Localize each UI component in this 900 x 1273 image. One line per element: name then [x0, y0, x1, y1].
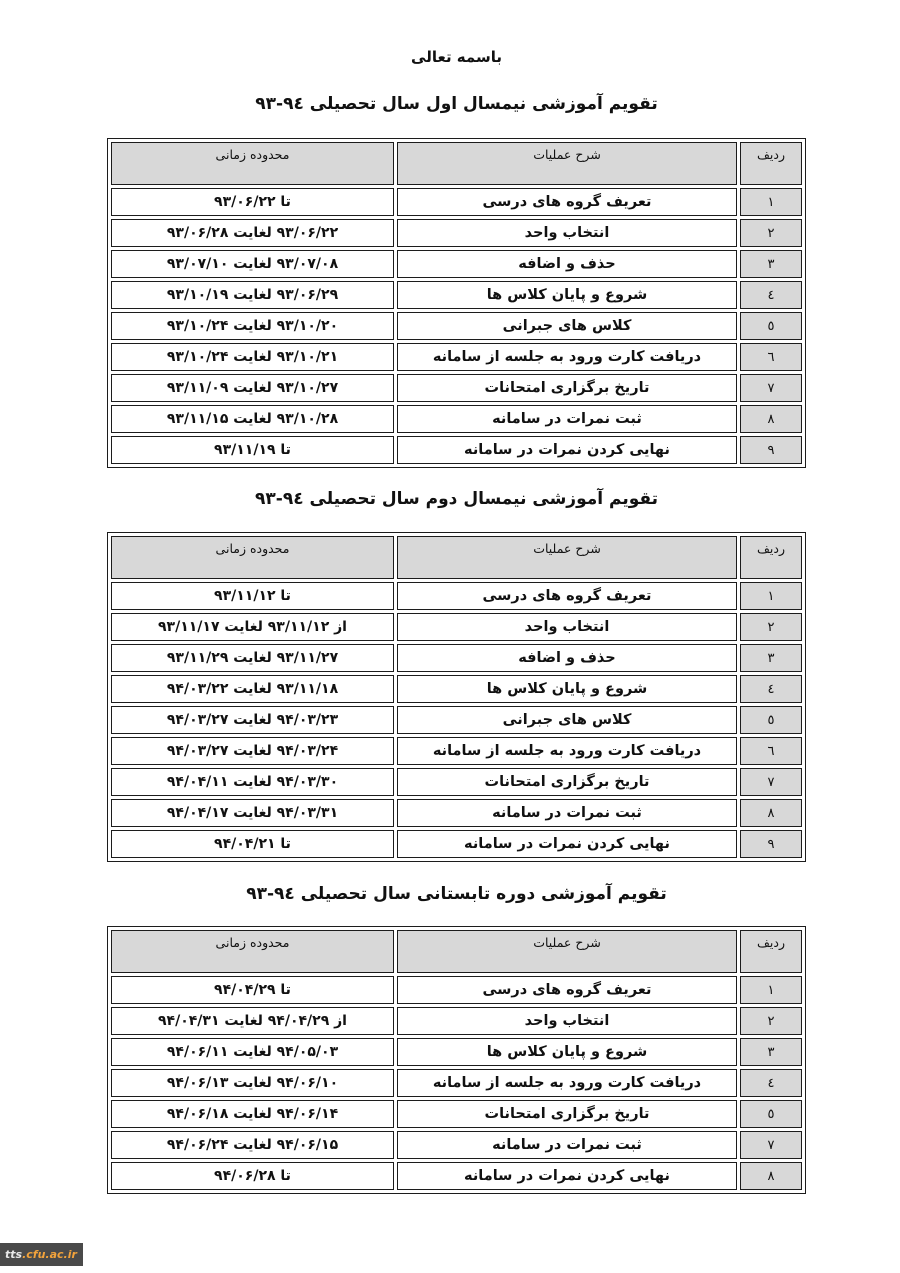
period-cell: ۹۴/۰۳/۲۴ لغایت ۹۴/۰۳/۲۷	[111, 737, 394, 765]
row-number-cell: ٥	[740, 706, 802, 734]
period-cell: تا ۹۴/۰۴/۲۹	[111, 976, 394, 1004]
calendar-table-first-semester	[107, 138, 806, 468]
column-header-row-number: ردیف	[740, 142, 802, 185]
row-number-cell: ٣	[740, 644, 802, 672]
watermark	[0, 1243, 83, 1266]
period-cell: ۹۳/۰۶/۲۲ لغایت ۹۳/۰۶/۲۸	[111, 219, 394, 247]
row-number-cell: ١	[740, 582, 802, 610]
period-cell: ۹۳/۱۱/۱۸ لغایت ۹۴/۰۳/۲۲	[111, 675, 394, 703]
operation-cell: تعریف گروه های درسی	[397, 976, 737, 1004]
row-number-cell: ٥	[740, 312, 802, 340]
row-number-cell: ٨	[740, 799, 802, 827]
operation-cell: نهایی کردن نمرات در سامانه	[397, 436, 737, 464]
table-row	[111, 830, 802, 858]
table-row	[111, 1038, 802, 1066]
row-number-cell: ١	[740, 188, 802, 216]
row-number-cell: ٢	[740, 613, 802, 641]
period-cell: ۹۳/۱۰/۲۸ لغایت ۹۳/۱۱/۱۵	[111, 405, 394, 433]
operation-cell: دریافت کارت ورود به جلسه از سامانه	[397, 737, 737, 765]
column-header-row-number: ردیف	[740, 930, 802, 973]
calendar-table-second-semester	[107, 532, 806, 862]
row-number-cell: ١	[740, 976, 802, 1004]
table-row	[111, 312, 802, 340]
table-header-row	[111, 930, 802, 973]
table-row	[111, 644, 802, 672]
period-cell: تا ۹۳/۱۱/۱۲	[111, 582, 394, 610]
row-number-cell: ٤	[740, 1069, 802, 1097]
table-row	[111, 976, 802, 1004]
row-number-cell: ٦	[740, 343, 802, 371]
operation-cell: حذف و اضافه	[397, 250, 737, 278]
operation-cell: شروع و پایان کلاس ها	[397, 1038, 737, 1066]
operation-cell: کلاس های جبرانی	[397, 706, 737, 734]
operation-cell: انتخاب واحد	[397, 613, 737, 641]
column-header-operation: شرح عملیات	[397, 142, 737, 185]
operation-cell: نهایی کردن نمرات در سامانه	[397, 1162, 737, 1190]
operation-cell: ثبت نمرات در سامانه	[397, 1131, 737, 1159]
operation-cell: تاریخ برگزاری امتحانات	[397, 1100, 737, 1128]
bismillah-heading: باسمه تعالی	[411, 48, 502, 66]
table-row	[111, 219, 802, 247]
table-row	[111, 799, 802, 827]
period-cell: تا ۹۴/۰۶/۲۸	[111, 1162, 394, 1190]
row-number-cell: ٤	[740, 675, 802, 703]
column-header-period: محدوده زمانی	[111, 536, 394, 579]
operation-cell: انتخاب واحد	[397, 1007, 737, 1035]
table-row	[111, 737, 802, 765]
operation-cell: انتخاب واحد	[397, 219, 737, 247]
operation-cell: حذف و اضافه	[397, 644, 737, 672]
row-number-cell: ٧	[740, 768, 802, 796]
table-row	[111, 1131, 802, 1159]
period-cell: ۹۴/۰۶/۱۰ لغایت ۹۴/۰۶/۱۳	[111, 1069, 394, 1097]
period-cell: ۹۴/۰۳/۳۰ لغایت ۹۴/۰۴/۱۱	[111, 768, 394, 796]
row-number-cell: ٢	[740, 219, 802, 247]
section-title: تقویم آموزشی نیمسال دوم سال تحصیلی ٩٤-٩٣	[254, 489, 659, 509]
table-row	[111, 1007, 802, 1035]
row-number-cell: ٢	[740, 1007, 802, 1035]
row-number-cell: ٧	[740, 374, 802, 402]
table-row	[111, 1100, 802, 1128]
table-row	[111, 374, 802, 402]
row-number-cell: ٨	[740, 405, 802, 433]
row-number-cell: ٣	[740, 250, 802, 278]
table-row	[111, 343, 802, 371]
period-cell: تا ۹۳/۱۱/۱۹	[111, 436, 394, 464]
row-number-cell: ٥	[740, 1100, 802, 1128]
row-number-cell: ٣	[740, 1038, 802, 1066]
table-row	[111, 706, 802, 734]
column-header-operation: شرح عملیات	[397, 930, 737, 973]
table-row	[111, 188, 802, 216]
operation-cell: تعریف گروه های درسی	[397, 582, 737, 610]
period-cell: تا ۹۳/۰۶/۲۲	[111, 188, 394, 216]
operation-cell: تاریخ برگزاری امتحانات	[397, 374, 737, 402]
operation-cell: کلاس های جبرانی	[397, 312, 737, 340]
period-cell: ۹۳/۰۶/۲۹ لغایت ۹۳/۱۰/۱۹	[111, 281, 394, 309]
row-number-cell: ٦	[740, 737, 802, 765]
period-cell: ۹۴/۰۵/۰۳ لغایت ۹۴/۰۶/۱۱	[111, 1038, 394, 1066]
period-cell: ۹۴/۰۶/۱۴ لغایت ۹۴/۰۶/۱۸	[111, 1100, 394, 1128]
column-header-row-number: ردیف	[740, 536, 802, 579]
table-row	[111, 613, 802, 641]
table-row	[111, 250, 802, 278]
operation-cell: شروع و پایان کلاس ها	[397, 675, 737, 703]
table-row	[111, 436, 802, 464]
period-cell: از ۹۳/۱۱/۱۲ لغایت ۹۳/۱۱/۱۷	[111, 613, 394, 641]
operation-cell: ثبت نمرات در سامانه	[397, 405, 737, 433]
period-cell: ۹۴/۰۳/۲۳ لغایت ۹۴/۰۳/۲۷	[111, 706, 394, 734]
row-number-cell: ٨	[740, 1162, 802, 1190]
column-header-period: محدوده زمانی	[111, 142, 394, 185]
period-cell: ۹۳/۱۰/۲۰ لغایت ۹۳/۱۰/۲۴	[111, 312, 394, 340]
table-row	[111, 675, 802, 703]
watermark-prefix: tts	[5, 1248, 23, 1261]
operation-cell: تعریف گروه های درسی	[397, 188, 737, 216]
table-row	[111, 281, 802, 309]
table-row	[111, 1162, 802, 1190]
table-row	[111, 1069, 802, 1097]
section-title: تقویم آموزشی دوره تابستانی سال تحصیلی ٩٤-٩٣	[246, 884, 667, 904]
row-number-cell: ٩	[740, 830, 802, 858]
watermark-suffix: .cfu.ac.ir	[22, 1248, 77, 1261]
operation-cell: دریافت کارت ورود به جلسه از سامانه	[397, 343, 737, 371]
operation-cell: ثبت نمرات در سامانه	[397, 799, 737, 827]
row-number-cell: ٩	[740, 436, 802, 464]
section-title: تقویم آموزشی نیمسال اول سال تحصیلی ٩٤-٩٣	[255, 94, 658, 114]
column-header-operation: شرح عملیات	[397, 536, 737, 579]
table-row	[111, 405, 802, 433]
row-number-cell: ٧	[740, 1131, 802, 1159]
column-header-period: محدوده زمانی	[111, 930, 394, 973]
table-row	[111, 768, 802, 796]
table-row	[111, 582, 802, 610]
operation-cell: دریافت کارت ورود به جلسه از سامانه	[397, 1069, 737, 1097]
operation-cell: شروع و پایان کلاس ها	[397, 281, 737, 309]
calendar-table-summer-term	[107, 926, 806, 1194]
period-cell: ۹۳/۱۰/۲۱ لغایت ۹۳/۱۰/۲۴	[111, 343, 394, 371]
table-header-row	[111, 142, 802, 185]
operation-cell: تاریخ برگزاری امتحانات	[397, 768, 737, 796]
period-cell: ۹۴/۰۶/۱۵ لغایت ۹۴/۰۶/۲۴	[111, 1131, 394, 1159]
table-header-row	[111, 536, 802, 579]
period-cell: ۹۳/۱۰/۲۷ لغایت ۹۳/۱۱/۰۹	[111, 374, 394, 402]
period-cell: تا ۹۴/۰۴/۲۱	[111, 830, 394, 858]
period-cell: ۹۴/۰۳/۳۱ لغایت ۹۴/۰۴/۱۷	[111, 799, 394, 827]
period-cell: از ۹۴/۰۴/۲۹ لغایت ۹۴/۰۴/۳۱	[111, 1007, 394, 1035]
row-number-cell: ٤	[740, 281, 802, 309]
operation-cell: نهایی کردن نمرات در سامانه	[397, 830, 737, 858]
period-cell: ۹۳/۱۱/۲۷ لغایت ۹۳/۱۱/۲۹	[111, 644, 394, 672]
period-cell: ۹۳/۰۷/۰۸ لغایت ۹۳/۰۷/۱۰	[111, 250, 394, 278]
